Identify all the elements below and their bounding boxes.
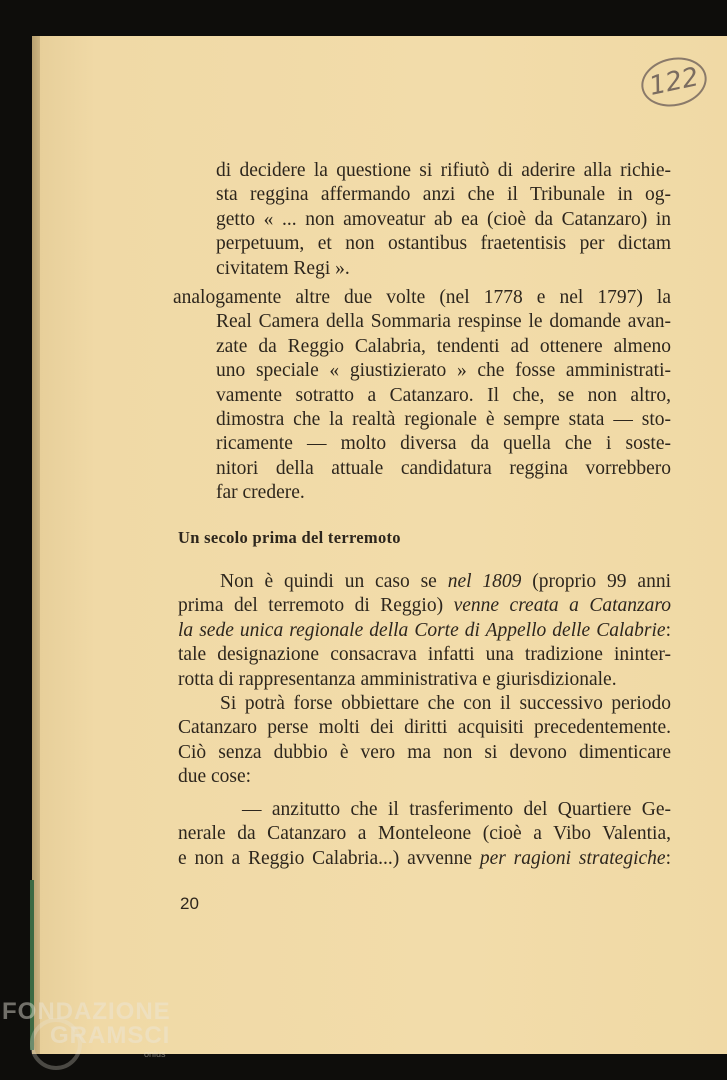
- watermark-sub: onlus: [144, 1049, 166, 1059]
- text-line: perpetuum, et non ostantibus fraetentisis per dictam: [216, 233, 671, 255]
- text-run: (proprio 99 anni: [521, 571, 671, 592]
- text-line: Si potrà forse obbiettare che con il successivo periodo: [220, 693, 671, 714]
- paragraph-anzitutto: [178, 798, 671, 871]
- text-line: Ciò senza dubbio è vero ma non si devono dimenticare: [178, 741, 671, 763]
- handwritten-page-number: 122: [637, 52, 712, 113]
- text-line: due cose:: [178, 766, 252, 788]
- text-line: nerale da Catanzaro a Monteleone (cioè a Vibo Valentia,: [178, 823, 671, 845]
- text-line: analogamente altre due volte (nel 1778 e nel 1797) la: [173, 287, 671, 308]
- text-line: nitori della attuale candidatura reggina vorrebbero: [216, 457, 671, 479]
- text-line: rotta di rappresentanza amministrativa e giurisdizionale.: [178, 668, 617, 690]
- text-run: Non è quindi un caso se: [220, 571, 448, 592]
- text-run: e non a Reggio Calabria...) avvenne: [178, 847, 480, 869]
- paragraph-obbiettare: [178, 692, 671, 790]
- text-run: :: [665, 847, 671, 869]
- watermark-line1: FONDAZIONE: [2, 998, 171, 1025]
- page-number: 20: [180, 894, 199, 913]
- paragraph-1809: [178, 570, 671, 692]
- text-line: uno speciale « giustizierato » che fosse amministrati-: [216, 360, 671, 382]
- text-run: :: [665, 619, 671, 641]
- italic-run: venne creata a Catanzaro: [453, 595, 671, 617]
- text-line: [178, 594, 671, 618]
- text-line: zate da Reggio Calabria, tendenti ad ottenere almeno: [216, 335, 671, 357]
- text-line: far credere.: [216, 482, 305, 504]
- paragraph-quote: [216, 159, 671, 281]
- italic-run: per ragioni strategiche: [479, 847, 666, 869]
- text-line: Real Camera della Sommaria respinse le domande avan-: [216, 311, 671, 333]
- text-line: getto « ... non amoveatur ab ea (cioè da Catanzaro) in: [216, 208, 671, 230]
- section-heading: Un secolo prima del terremoto: [178, 528, 401, 547]
- text-line: sta reggina affermando anzi che il Tribunale in og-: [216, 184, 671, 206]
- watermark-line2: GRAMSCI: [50, 1022, 171, 1049]
- text-line: tale designazione consacrava infatti una tradizione ininter-: [178, 644, 671, 666]
- text-line: [178, 619, 671, 643]
- text-line: [178, 847, 671, 871]
- text-line: [178, 570, 671, 594]
- italic-run: nel 1809: [447, 571, 522, 592]
- text-line: ricamente — molto diversa da quella che i soste-: [216, 433, 671, 455]
- text-line: vamente sotratto a Catanzaro. Il che, se non altro,: [216, 384, 671, 406]
- paragraph-analogamente: [173, 286, 671, 506]
- watermark: [2, 1000, 171, 1060]
- text-line: — anzitutto che il trasferimento del Quartiere Ge-: [242, 799, 671, 820]
- text-line: civitatem Regi ».: [216, 257, 350, 279]
- italic-run: la sede unica regionale della Corte di Appello delle Calabrie: [178, 619, 666, 641]
- text-line: dimostra che la realtà regionale è sempre stata — sto-: [216, 409, 671, 431]
- text-run: prima del terremoto di Reggio): [178, 595, 454, 617]
- text-line: di decidere la questione si rifiutò di aderire alla richie-: [216, 160, 671, 181]
- text-line: Catanzaro perse molti dei diritti acquisiti precedentemente.: [178, 717, 671, 739]
